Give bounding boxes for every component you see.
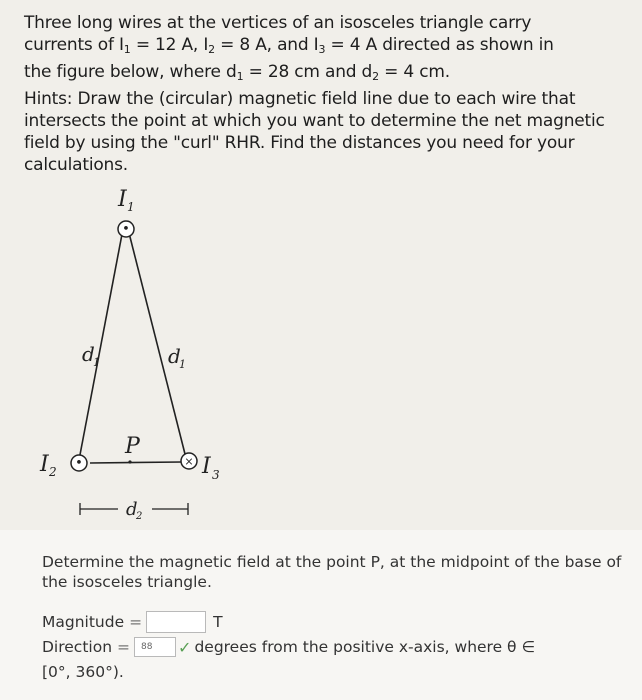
statement-line-2 [24,34,624,61]
direction-input[interactable]: 88 [134,637,176,657]
current-out-dot-icon: • [122,222,130,237]
right-wire-label: I [202,454,211,479]
current-out-dot-icon: • [75,456,83,471]
subscript: 1 [123,43,131,56]
text-fragment: currents of I [24,35,124,55]
statement-line-3 [24,61,624,88]
subscript: 1 [236,70,244,83]
top-wire-label: I [118,187,127,212]
base-line [90,462,182,463]
check-icon: ✓ [178,637,192,657]
direction-label: Direction [42,638,113,656]
magnitude-unit: T [213,613,223,631]
subscript: 2 [208,43,215,56]
magnitude-label: Magnitude [42,613,125,631]
base-dimension-subscript: 2 [136,511,143,522]
right-wire-subscript: 3 [212,468,220,482]
text-fragment: = 12 A, I [130,35,209,55]
statement-line-1: Three long wires at the vertices of an isosceles triangle carry [24,13,532,33]
text-fragment: the figure below, where d [24,62,237,82]
direction-range: [0°, 360°). [42,663,124,681]
text-fragment: = 28 cm and d [243,62,373,82]
triangle-figure [30,182,310,522]
question-prompt: Determine the magnetic field at the point P, at the midpoint of the base of the isosceles triangle. [42,553,622,591]
base-dimension-label: d [126,499,138,520]
question-text [42,552,622,592]
left-wire-subscript: 2 [49,465,57,479]
answer-panel [0,530,642,700]
subscript: 2 [372,70,379,83]
midpoint-label: P [125,434,140,459]
direction-suffix: degrees from the positive x-axis, where θ ∈ [194,638,535,656]
magnitude-row [42,611,223,633]
left-wire-label: I [40,452,49,477]
top-wire-subscript: 1 [127,200,135,214]
direction-row [42,637,535,657]
left-side-label: d [82,342,95,366]
text-fragment: = 4 A directed as shown in [325,35,554,55]
right-side-subscript: 1 [179,358,186,371]
problem-statement [24,12,624,176]
current-in-cross-icon: × [184,455,194,468]
subscript: 3 [318,43,326,56]
left-side-subscript: 1 [93,356,100,369]
equals-sign: = [129,613,143,631]
text-fragment: = 8 A, and I [214,35,319,55]
text-fragment: = 4 cm. [378,62,450,82]
hint-text: Hints: Draw the (circular) magnetic field line due to each wire that intersects the point at which you want to determine the net magnetic field by using the "curl" RHR. Find the distances you need for your calculations. [24,89,605,175]
magnitude-input[interactable] [146,611,206,633]
midpoint-dot [128,460,131,463]
equals-sign: = [117,638,131,656]
right-side-label: d [168,344,181,368]
